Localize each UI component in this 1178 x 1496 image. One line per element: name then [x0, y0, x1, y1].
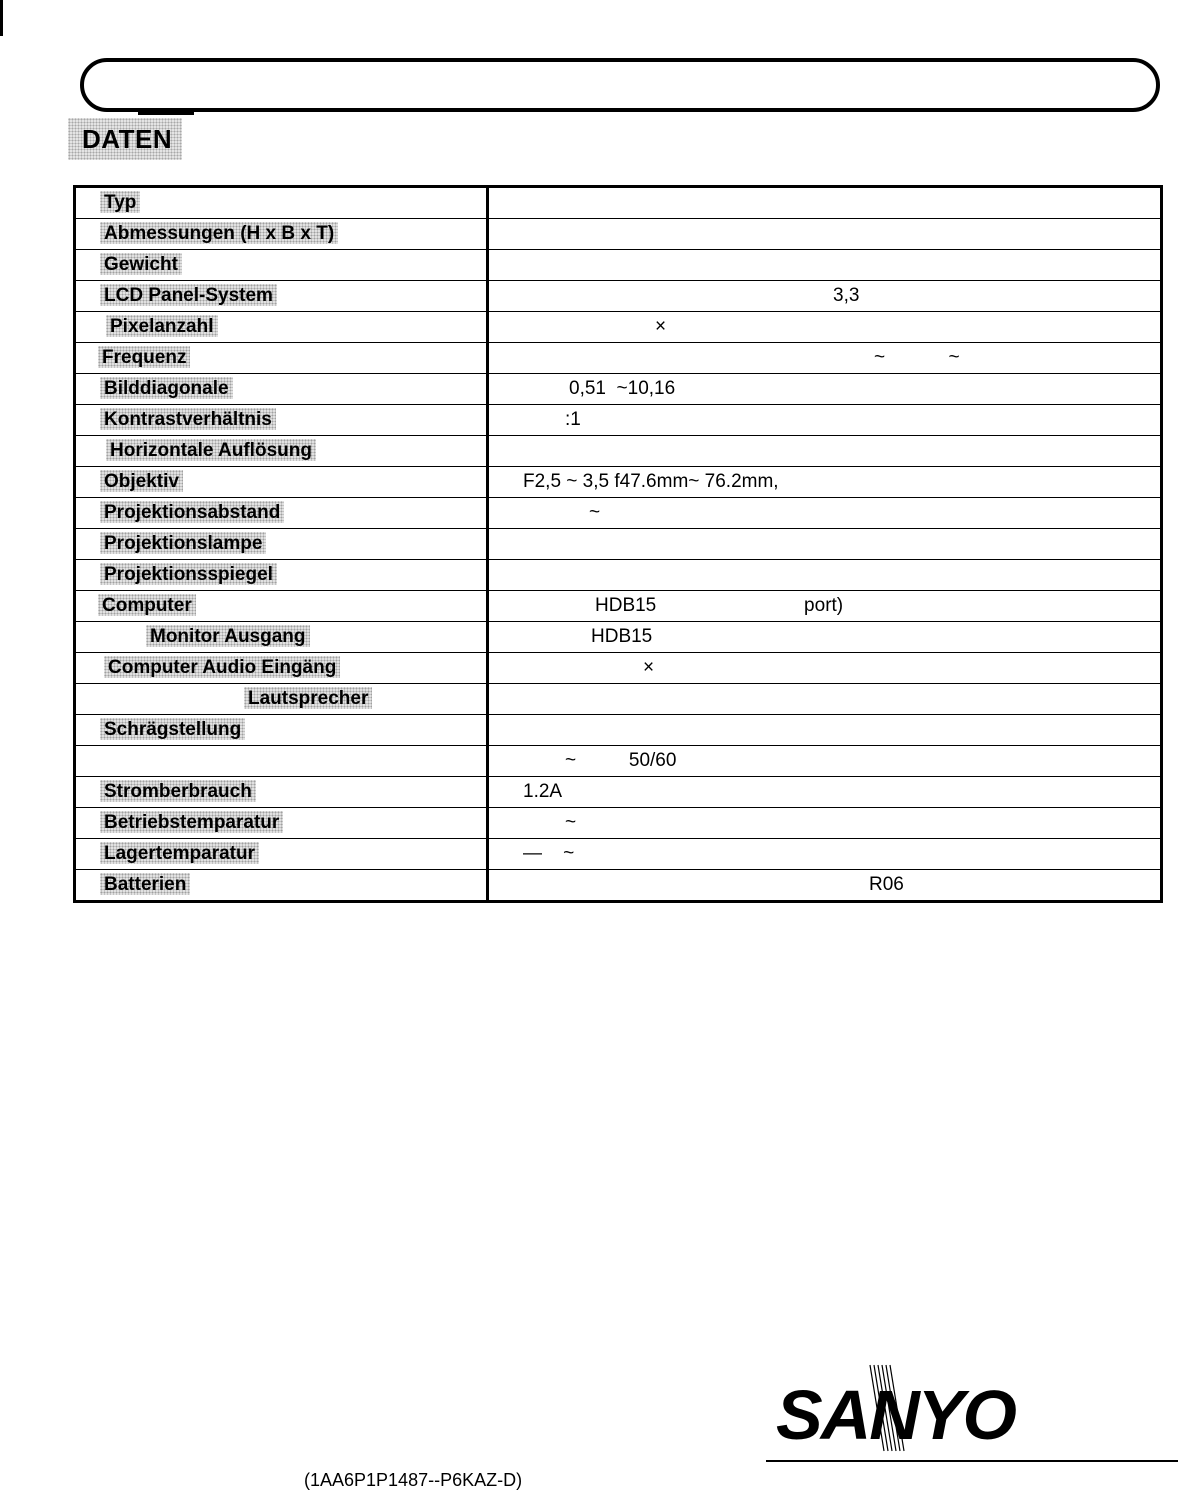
spec-label: Monitor Ausgang [146, 625, 310, 647]
spec-value: HDB15 port) [488, 591, 1162, 622]
table-row [75, 777, 1162, 808]
spec-value: ~ [488, 808, 1162, 839]
spec-label-cell [75, 870, 488, 902]
heading-underline [138, 112, 194, 115]
spec-label: Kontrastverhältnis [100, 408, 276, 430]
spec-value: × [488, 653, 1162, 684]
table-row [75, 715, 1162, 746]
table-row [75, 591, 1162, 622]
corner-mark [0, 0, 3, 36]
spec-label: Bilddiagonale [100, 377, 233, 399]
table-row [75, 219, 1162, 250]
spec-label-cell [75, 777, 488, 808]
spec-label: Gewicht [100, 253, 182, 275]
spec-value: R06 [488, 870, 1162, 902]
table-row [75, 436, 1162, 467]
spec-label-cell [75, 219, 488, 250]
spec-value: :1 [488, 405, 1162, 436]
spec-table [73, 185, 1163, 903]
spec-label: Projektionsspiegel [100, 563, 277, 585]
spec-label-cell [75, 808, 488, 839]
spec-label: Pixelanzahl [106, 315, 218, 337]
spec-label: LCD Panel-System [100, 284, 277, 306]
spec-label-cell [75, 653, 488, 684]
table-row [75, 374, 1162, 405]
table-row [75, 405, 1162, 436]
spec-label: Projektionslampe [100, 532, 266, 554]
spec-value [488, 560, 1162, 591]
spec-value: — ~ [488, 839, 1162, 870]
spec-label-cell [75, 405, 488, 436]
table-row [75, 312, 1162, 343]
logo-wordmark: SANYO [776, 1376, 1015, 1453]
spec-label-cell [75, 622, 488, 653]
spec-label-cell [75, 560, 488, 591]
title-frame [80, 58, 1160, 112]
spec-value [488, 250, 1162, 281]
spec-value: ~ 50/60 [488, 746, 1162, 777]
spec-value: F2,5 ~ 3,5 f47.6mm~ 76.2mm, [488, 467, 1162, 498]
spec-value: HDB15 [488, 622, 1162, 653]
section-heading: DATEN [68, 118, 182, 160]
spec-label-cell [75, 715, 488, 746]
spec-label: Abmessungen (H x B x T) [100, 222, 338, 244]
spec-label-cell [75, 312, 488, 343]
logo-rule [766, 1460, 1178, 1462]
spec-label-cell [75, 839, 488, 870]
table-row [75, 870, 1162, 902]
table-row [75, 343, 1162, 374]
sanyo-logo [772, 1363, 1032, 1453]
spec-label: Computer Audio Eingäng [104, 656, 340, 678]
spec-label-cell [75, 187, 488, 219]
spec-value: ~ [488, 498, 1162, 529]
spec-label: Stromberbrauch [100, 780, 256, 802]
table-row [75, 281, 1162, 312]
table-row [75, 560, 1162, 591]
spec-label: Computer [98, 594, 196, 616]
spec-label-cell [75, 684, 488, 715]
table-row [75, 808, 1162, 839]
table-row [75, 187, 1162, 219]
document-code: (1AA6P1P1487--P6KAZ-D) [304, 1470, 523, 1490]
spec-value [488, 187, 1162, 219]
spec-label-cell [75, 436, 488, 467]
spec-label: Batterien [100, 873, 190, 895]
spec-label: Frequenz [98, 346, 190, 368]
spec-value [488, 715, 1162, 746]
spec-label-cell [75, 343, 488, 374]
spec-label-cell [75, 746, 488, 777]
spec-label: Projektionsabstand [100, 501, 284, 523]
spec-value: 1.2A [488, 777, 1162, 808]
spec-label-cell [75, 529, 488, 560]
spec-value [488, 684, 1162, 715]
table-row [75, 653, 1162, 684]
spec-label-cell [75, 467, 488, 498]
spec-label: Typ [100, 191, 140, 213]
table-row [75, 529, 1162, 560]
table-row [75, 498, 1162, 529]
spec-label: Objektiv [100, 470, 183, 492]
spec-value: 3,3 [488, 281, 1162, 312]
spec-label: Schrägstellung [100, 718, 245, 740]
table-row [75, 622, 1162, 653]
table-row [75, 839, 1162, 870]
spec-value: × [488, 312, 1162, 343]
spec-value [488, 219, 1162, 250]
spec-label-cell [75, 374, 488, 405]
spec-label: Lautsprecher [244, 687, 372, 709]
spec-value [488, 529, 1162, 560]
spec-label-cell [75, 281, 488, 312]
spec-value [488, 436, 1162, 467]
spec-label-cell [75, 498, 488, 529]
table-row [75, 250, 1162, 281]
spec-label: Horizontale Auflösung [106, 439, 316, 461]
spec-value: 0,51 ~10,16 [488, 374, 1162, 405]
spec-label-cell [75, 250, 488, 281]
spec-label: Betriebstemparatur [100, 811, 283, 833]
spec-label-cell [75, 591, 488, 622]
table-row [75, 467, 1162, 498]
table-row [75, 746, 1162, 777]
spec-value: ~ ~ [488, 343, 1162, 374]
spec-label: Lagertemparatur [100, 842, 259, 864]
table-row [75, 684, 1162, 715]
